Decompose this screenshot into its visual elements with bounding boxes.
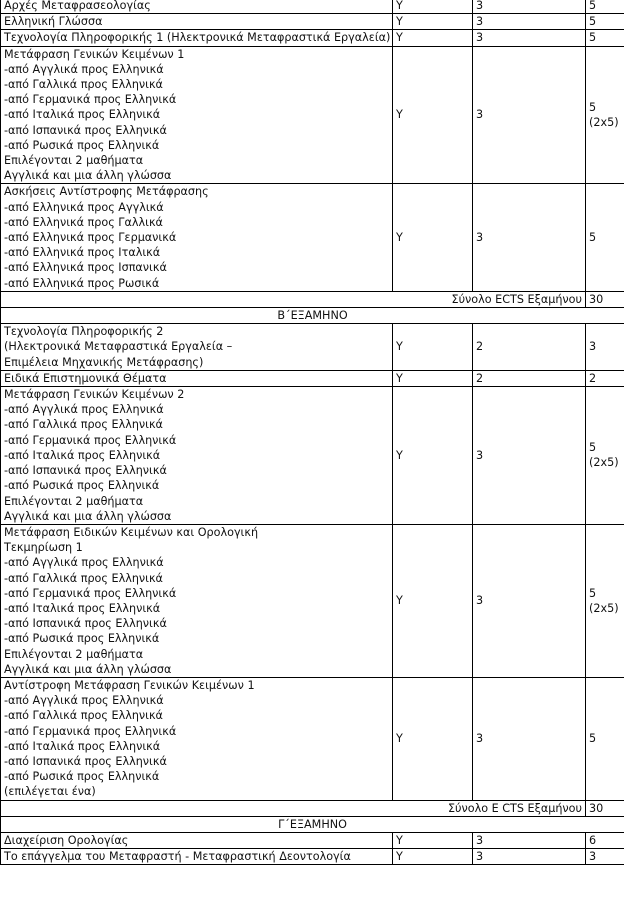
course-ects-cell [586,30,624,46]
course-type-cell: Υ [393,677,473,800]
course-ects-cell [586,46,624,184]
course-type-cell: Υ [393,184,473,291]
semester-heading: Γ΄ΕΞΑΜΗΝΟ [1,816,624,832]
course-type-cell: Υ [393,849,473,865]
course-title-line: Αρχές Μεταφρασεολογίας [4,0,151,12]
ects-value: 3 [589,850,597,864]
course-hours-cell: 3 [473,30,586,46]
course-title-line: -από Γερμανικά προς Ελληνικά [4,724,177,738]
course-title-line: Μετάφραση Γενικών Κειμένων 1 [4,47,185,61]
course-title-line: -από Ελληνικά προς Ρωσικά [4,276,160,290]
ects-value: (2x5) [589,456,619,470]
course-title-line: Αγγλικά και μια άλλη γλώσσα [4,662,172,676]
semester-total-value: 30 [586,291,624,307]
course-title-line: -από Ελληνικά προς Ιταλικά [4,246,161,260]
course-title-line: -από Γαλλικά προς Ελληνικά [4,571,163,585]
course-title-line: Αντίστροφη Μετάφραση Γενικών Κειμένων 1 [4,678,255,692]
course-title-line: -από Ισπανικά προς Ελληνικά [4,754,167,768]
course-type-cell: Υ [393,370,473,386]
course-title-line: Τεχνολογία Πληροφορικής 2 [4,325,164,339]
course-hours-cell: 3 [473,0,586,14]
course-title-line: -από Ιταλικά προς Ελληνικά [4,601,161,615]
course-title-line: Επιλέγονται 2 μαθήματα [4,494,144,508]
course-hours-cell: 2 [473,324,586,371]
ects-value: 5 [589,441,597,455]
course-title-cell [1,30,393,46]
course-title-line: -από Ρωσικά προς Ελληνικά [4,770,160,784]
course-title-line: -από Ελληνικά προς Αγγλικά [4,200,164,214]
semester-total-label: Σύνολο ECTS Εξαμήνου [1,291,586,307]
course-title-cell [1,677,393,800]
course-title-line: Μετάφραση Ειδικών Κειμένων και Ορολογική [4,525,259,539]
course-title-cell [1,0,393,14]
course-row [1,832,624,848]
course-title-line: -από Γαλλικά προς Ελληνικά [4,78,163,92]
course-title-line: Επιλέγονται 2 μαθήματα [4,647,144,661]
course-hours-cell: 3 [473,849,586,865]
course-title-line: Τεκμηρίωση 1 [4,541,83,555]
course-title-cell [1,46,393,184]
course-title-line: -από Γαλλικά προς Ελληνικά [4,418,163,432]
ects-value: (2x5) [589,116,619,130]
course-title-line: -από Ιταλικά προς Ελληνικά [4,739,161,753]
semester-total-row [1,291,624,307]
course-ects-cell [586,524,624,677]
course-title-line: -από Ρωσικά προς Ελληνικά [4,632,160,646]
course-row [1,677,624,800]
course-title-cell [1,14,393,30]
course-row [1,324,624,371]
course-hours-cell: 3 [473,14,586,30]
course-row [1,524,624,677]
course-title-cell [1,184,393,291]
course-title-line: -από Ελληνικά προς Γερμανικά [4,231,177,245]
course-type-cell: Υ [393,46,473,184]
course-title-line: -από Ιταλικά προς Ελληνικά [4,448,161,462]
course-title-line: (Ηλεκτρονικά Μεταφραστικά Εργαλεία – [4,340,233,354]
course-ects-cell [586,324,624,371]
ects-value: 5 [589,231,597,245]
course-row [1,370,624,386]
course-hours-cell: 3 [473,387,586,525]
course-title-line: -από Γερμανικά προς Ελληνικά [4,433,177,447]
course-hours-cell: 3 [473,524,586,677]
course-hours-cell: 3 [473,677,586,800]
course-title-line: -από Ιταλικά προς Ελληνικά [4,108,161,122]
ects-value: 5 [589,732,597,746]
ects-value: 3 [589,340,597,354]
course-ects-cell [586,184,624,291]
course-title-line: Διαχείριση Ορολογίας [4,833,129,847]
course-row [1,849,624,865]
course-hours-cell: 3 [473,184,586,291]
course-row [1,184,624,291]
course-title-line: -από Ελληνικά προς Ισπανικά [4,261,167,275]
course-title-cell [1,324,393,371]
curriculum-table-body [1,0,624,865]
course-title-line: -από Ελληνικά προς Γαλλικά [4,215,163,229]
course-ects-cell [586,832,624,848]
course-title-line: -από Ισπανικά προς Ελληνικά [4,617,167,631]
course-title-line: Τεχνολογία Πληροφορικής 1 (Ηλεκτρονικά Μεταφραστικά Εργαλεία) [4,31,391,45]
ects-value: 6 [589,833,597,847]
course-title-line: Το επάγγελμα του Μεταφραστή - Μεταφραστική Δεοντολογία [4,850,351,864]
course-ects-cell [586,0,624,14]
ects-value: 5 [589,31,597,45]
course-title-line: Μετάφραση Γενικών Κειμένων 2 [4,388,185,402]
course-title-line: -από Ισπανικά προς Ελληνικά [4,123,167,137]
course-row [1,387,624,525]
course-title-line: -από Ρωσικά προς Ελληνικά [4,138,160,152]
course-row [1,46,624,184]
course-title-line: Αγγλικά και μια άλλη γλώσσα [4,509,172,523]
course-title-cell [1,524,393,677]
course-title-line: -από Αγγλικά προς Ελληνικά [4,556,164,570]
course-title-line: -από Αγγλικά προς Ελληνικά [4,694,164,708]
ects-value: (2x5) [589,601,619,615]
course-row [1,14,624,30]
course-title-line: -από Γερμανικά προς Ελληνικά [4,586,177,600]
ects-value: 5 [589,586,597,600]
course-title-line: -από Γερμανικά προς Ελληνικά [4,93,177,107]
course-title-line: -από Αγγλικά προς Ελληνικά [4,62,164,76]
course-title-line: -από Αγγλικά προς Ελληνικά [4,403,164,417]
semester-heading: Β΄ΕΞΑΜΗΝΟ [1,308,624,324]
course-title-line: Επιλέγονται 2 μαθήματα [4,154,144,168]
course-type-cell: Υ [393,324,473,371]
course-title-line: -από Ισπανικά προς Ελληνικά [4,464,167,478]
ects-value: 5 [589,0,597,12]
course-hours-cell: 3 [473,832,586,848]
course-ects-cell [586,677,624,800]
course-title-line: (επιλέγεται ένα) [4,785,96,799]
course-title-line: Αγγλικά και μια άλλη γλώσσα [4,169,172,183]
semester-total-label: Σύνολο Ε CTS Εξαμήνου [1,800,586,816]
course-type-cell: Υ [393,524,473,677]
ects-value: 2 [589,371,597,385]
course-ects-cell [586,849,624,865]
course-type-cell: Υ [393,832,473,848]
course-title-line: Ειδικά Επιστημονικά Θέματα [4,371,167,385]
course-ects-cell [586,14,624,30]
course-ects-cell [586,370,624,386]
course-title-cell [1,849,393,865]
course-title-line: Επιμέλεια Μηχανικής Μετάφρασης) [4,355,204,369]
semester-total-value: 30 [586,800,624,816]
semester-header-row [1,308,624,324]
course-row [1,0,624,14]
course-type-cell: Υ [393,387,473,525]
course-type-cell: Υ [393,0,473,14]
course-title-cell [1,370,393,386]
course-hours-cell: 3 [473,46,586,184]
course-title-line: Ασκήσεις Αντίστροφης Μετάφρασης [4,185,209,199]
course-title-cell [1,387,393,525]
course-title-cell [1,832,393,848]
course-title-line: -από Γαλλικά προς Ελληνικά [4,709,163,723]
semester-header-row [1,816,624,832]
course-title-line: -από Ρωσικά προς Ελληνικά [4,479,160,493]
course-title-line: Ελληνική Γλώσσα [4,15,103,29]
course-hours-cell: 2 [473,370,586,386]
ects-value: 5 [589,15,597,29]
course-type-cell: Υ [393,14,473,30]
semester-total-row [1,800,624,816]
course-type-cell: Υ [393,30,473,46]
course-row [1,30,624,46]
ects-value: 5 [589,100,597,114]
course-ects-cell [586,387,624,525]
